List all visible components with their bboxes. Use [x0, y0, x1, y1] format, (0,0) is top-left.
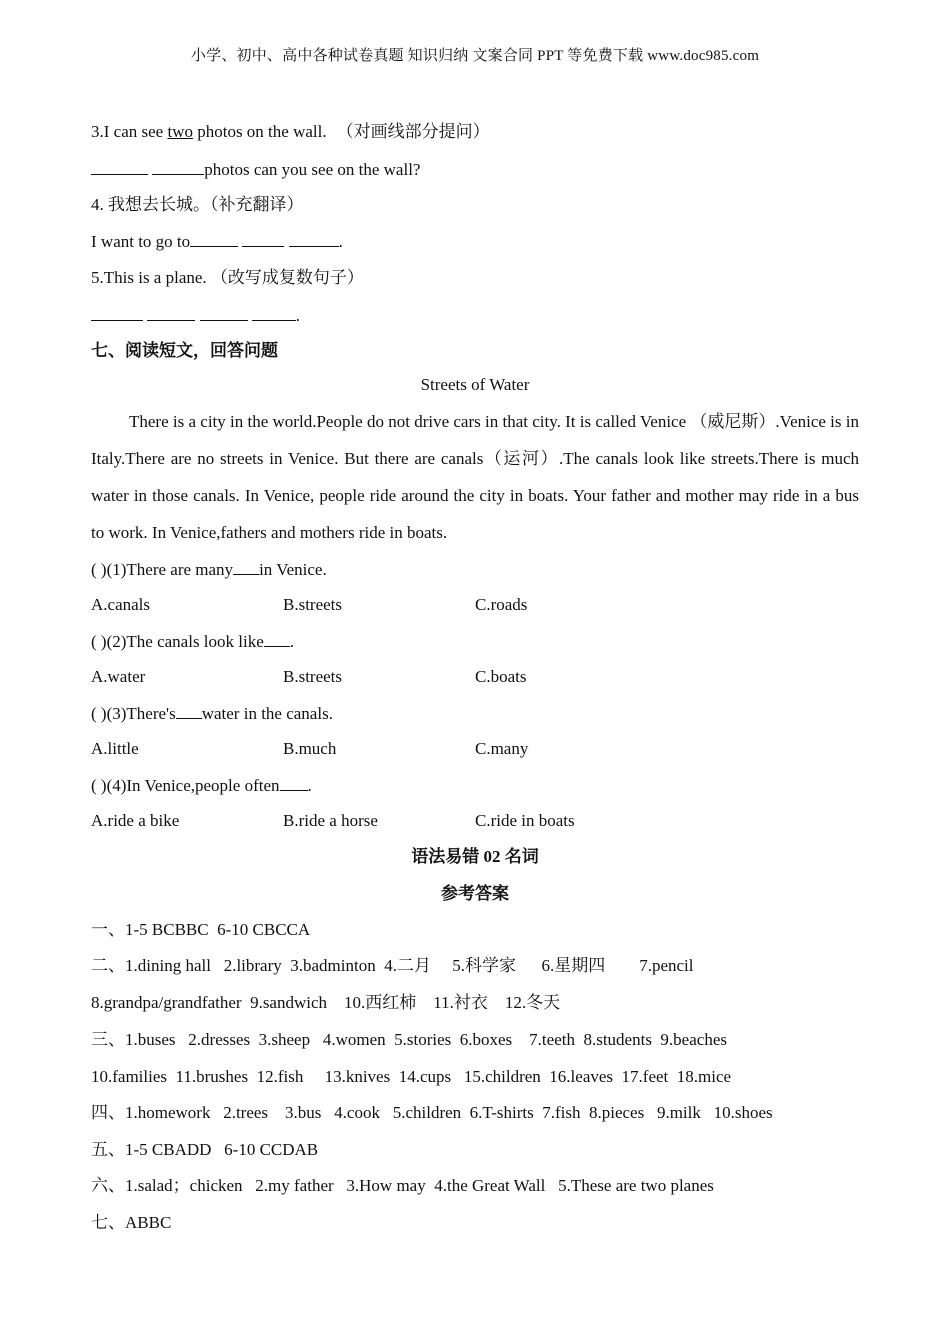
answer-paren[interactable]: ( ) [91, 776, 107, 795]
q3-underlined: two [167, 122, 193, 141]
question-text: . [307, 776, 312, 795]
blank[interactable] [264, 630, 290, 647]
q3-note: （对画线部分提问） [336, 122, 490, 141]
option-b[interactable]: B.ride a horse [283, 811, 378, 830]
option-a[interactable]: A.ride a bike [91, 811, 180, 830]
blank[interactable] [242, 230, 284, 247]
q3-prefix: 3.I can see [91, 122, 168, 141]
answer-line: 一、1-5 BCBBC 6-10 CBCCA [91, 920, 311, 939]
blank[interactable] [152, 158, 204, 175]
question-text: (2)The canals look like [106, 632, 264, 651]
question-text: . [289, 632, 295, 651]
question-5: 5.This is a plane. （改写成复数句子） [91, 268, 364, 287]
blank[interactable] [190, 230, 238, 247]
answer-paren[interactable]: ( ) [91, 560, 107, 579]
blank[interactable] [91, 158, 148, 175]
q3-suffix: photos on the wall. [192, 122, 327, 141]
answers-title: 语法易错 02 名词 [411, 847, 539, 866]
q3-answer-tail: photos can you see on the wall? [204, 160, 421, 179]
blank[interactable] [280, 774, 308, 791]
question-text: (3)There's [106, 704, 176, 723]
q4-answer-prefix: I want to go to [91, 232, 191, 251]
option-c[interactable]: C.ride in boats [475, 811, 575, 830]
option-b[interactable]: B.much [283, 739, 337, 758]
question-text: water in the canals. [201, 704, 333, 723]
answers-subtitle: 参考答案 [441, 884, 509, 903]
question-4-answer: I want to go to . [91, 232, 343, 251]
question-text: (1)There are many [106, 560, 234, 579]
question-3-answer [91, 158, 420, 181]
answer-line: 三、1.buses 2.dresses 3.sheep 4.women 5.stories 6.boxes 7.teeth 8.students 9.beaches [91, 1030, 727, 1049]
answer-line: 四、1.homework 2.trees 3.bus 4.cook 5.children 6.T-shirts 7.fish 8.pieces 9.milk 10.shoes [91, 1103, 773, 1122]
question-text: (4)In Venice,people often [106, 776, 280, 795]
option-c[interactable]: C.boats [475, 667, 527, 686]
question-4: 4. 我想去长城。（补充翻译） [91, 195, 304, 214]
blank[interactable] [289, 230, 339, 247]
question-5-answer: . [91, 304, 300, 327]
question-text: in Venice. [259, 560, 327, 579]
reading-question-2 [91, 630, 294, 653]
option-a[interactable]: A.water [91, 667, 146, 686]
answer-line: 10.families 11.brushes 12.fish 13.knives 14.cups 15.children 16.leaves 17.feet 18.mice [91, 1067, 732, 1086]
section-7-heading: 七、阅读短文，回答问题 [91, 341, 278, 360]
blank[interactable] [200, 304, 248, 321]
reading-question-1 [91, 558, 327, 581]
option-b[interactable]: B.streets [283, 595, 343, 614]
answer-paren[interactable]: ( ) [91, 632, 107, 651]
answer-line: 五、1-5 CBADD 6-10 CCDAB [91, 1140, 319, 1159]
option-a[interactable]: A.little [91, 739, 139, 758]
option-c[interactable]: C.many [475, 739, 529, 758]
answer-paren[interactable]: ( ) [91, 704, 107, 723]
blank[interactable] [147, 304, 195, 321]
option-c[interactable]: C.roads [475, 595, 528, 614]
question-3 [91, 121, 490, 143]
blank[interactable] [233, 558, 259, 575]
option-a[interactable]: A.canals [91, 595, 151, 614]
page-header: 小学、初中、高中各种试卷真题 知识归纳 文案合同 PPT 等免费下载 www.doc985.com [190, 48, 760, 64]
reading-question-3 [91, 702, 333, 725]
answer-line: 8.grandpa/grandfather 9.sandwich 10.西红柿 11.衬衣 12.冬天 [91, 993, 561, 1012]
blank[interactable] [91, 304, 143, 321]
answer-line: 七、ABBC [91, 1213, 172, 1232]
answer-line: 二、1.dining hall 2.library 3.badminton 4.二月 5.科学家 6.星期四 7.pencil [91, 956, 694, 975]
blank[interactable] [252, 304, 296, 321]
blank[interactable] [176, 702, 202, 719]
option-b[interactable]: B.streets [283, 667, 343, 686]
answer-line: 六、1.salad；chicken 2.my father 3.How may 4.the Great Wall 5.These are two planes [91, 1176, 714, 1195]
reading-question-4 [91, 774, 312, 797]
passage-title: Streets of Water [420, 375, 530, 394]
passage: There is a city in the world.People do not drive cars in that city. It is called Venice （威尼斯）.Venice is in Italy.There are no streets in Venice. But there are canals（运河）.The canals look like streets.There is much water in those canals. In Venice, people ride around the city in boats. Your father and mother may ride in a bus to work. In Venice,fathers and mothers ride in boats. [91, 412, 859, 542]
